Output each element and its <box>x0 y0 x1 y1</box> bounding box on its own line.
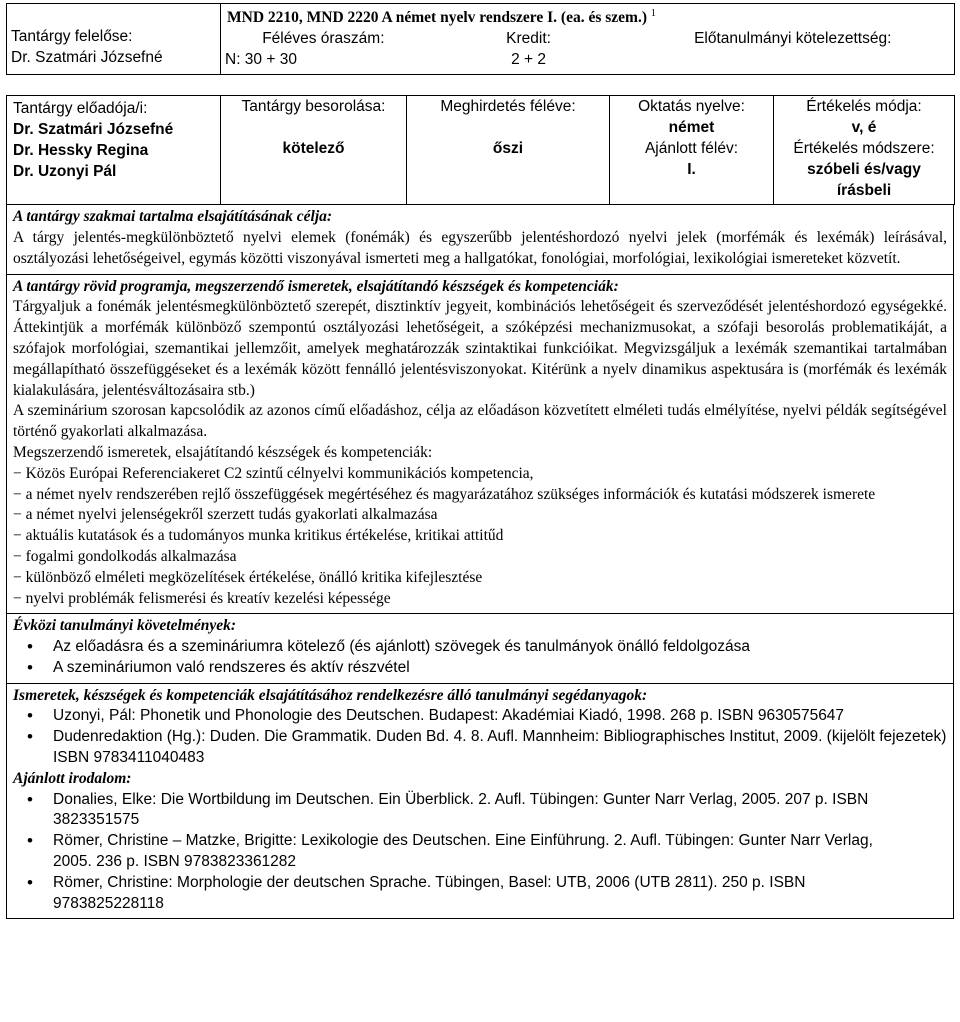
program-cell <box>7 274 954 614</box>
credit-label: Kredit: <box>506 30 551 48</box>
method-label: Értékelés módszere: <box>793 140 935 158</box>
course-title-cell <box>221 4 955 75</box>
semester-label: Meghirdetés féléve: <box>440 98 576 116</box>
course-title <box>221 4 954 28</box>
material-item: • Uzonyi, Pál: Phonetik und Phonologie des Deutschen. Budapest: Akadémiai Kiadó, 1998. 268 p. ISBN 9630575647 <box>13 706 947 727</box>
semester-cell <box>407 96 610 205</box>
lecturer-1: Dr. Szatmári Józsefné <box>13 121 174 139</box>
lecturer-3: Dr. Uzonyi Pál <box>13 163 117 181</box>
literature-item: • Römer, Christine: Morphologie der deutschen Sprache. Tübingen, Basel: UTB, 2006 (UTB 2811). 250 p. ISBN 9783825228118 <box>13 873 911 915</box>
course-content-table <box>6 205 954 919</box>
materials-heading: Ismeretek, készségek és kompetenciák elsajátításához rendelkezésre álló tanulmányi segédanyagok: <box>13 686 648 704</box>
responsible-cell <box>7 4 221 75</box>
competence-item: − aktuális kutatások és a tudományos munka kritikus értékelése, kritikai attitűd <box>13 527 504 545</box>
goal-heading: A tantárgy szakmai tartalma elsajátításának célja: <box>13 208 333 226</box>
footnote-mark: 1 <box>650 8 656 19</box>
competence-item: − Közös Európai Referenciakeret C2 szintű célnyelvi kommunikációs kompetencia, <box>13 464 534 482</box>
classification-cell <box>221 96 407 205</box>
credit-value: 2 + 2 <box>511 51 547 69</box>
program-text-1: Tárgyaljuk a fonémák jelentésmegkülönböztető szerepét, disztinktív jegyeit, kombinációs lehetőségeit és szerveződését jelentéshordozó egységekké. Áttekintjük a morfémák különböző szempontú osztályozási lehetőségeit, a szóképzési mechanizmusokat, a szófaji besorolás problematikáját, a szófajok morfológiai, szemantikai jellemzőit, amelyek meghatározzák szintaktikai funkcióikat. Megvizsgáljuk a lexémák szemantikai tartalmában megállapítható összefüggéseket és a lexémák között fennálló jelentésviszonyokat. Kitérünk a nyelv dinamikus aspektusára is (morfémák és lexémák kialakulására, jelentésváltozásaira stb.) <box>13 298 947 399</box>
requirements-heading: Évközi tanulmányi követelmények: <box>13 617 237 635</box>
language-value: német <box>668 119 715 137</box>
competences-list <box>13 464 947 610</box>
literature-list <box>13 790 947 915</box>
literature-item: • Donalies, Elke: Die Wortbildung im Deutschen. Ein Überblick. 2. Aufl. Tübingen: Gunter Narr Verlag, 2005. 207 p. ISBN 3823351575 <box>13 790 911 832</box>
lecturers-cell <box>7 96 221 205</box>
course-description-document <box>6 3 954 919</box>
requirements-list <box>13 637 947 679</box>
goal-cell <box>7 205 954 274</box>
competence-item: − a német nyelv rendszerében rejlő összefüggések megértéséhez és magyarázatához szükséges információk és kutatási módszerek ismerete <box>13 485 876 503</box>
competence-item: − különböző elméleti megközelítések értékelése, önálló kritika kifejlesztése <box>13 568 483 586</box>
competence-item: − a német nyelvi jelenségekről szerzett tudás gyakorlati alkalmazása <box>13 506 438 524</box>
goal-text: A tárgy jelentés-megkülönböztető nyelvi elemek (fonémák) és egyszerűbb jelentéshordozó nyelvi jelek (morfémák és lexémák) leírásával, osztályozási lehetőségeivel, egymás közötti viszonyával ismerteti meg a hallgatókat, fonológiai, morfológiai, lexikológiai ismereteket közvetít. <box>13 228 947 267</box>
prereq-label: Előtanulmányi kötelezettség: <box>694 30 892 48</box>
responsible-label: Tantárgy felelőse: <box>11 28 133 45</box>
course-info-table <box>6 95 955 205</box>
requirement-item: • A szemináriumon való rendszeres és aktív részvétel <box>13 658 947 679</box>
hours-value: N: 30 + 30 <box>225 51 297 69</box>
literature-heading: Ajánlott irodalom: <box>13 769 132 787</box>
competence-item: − nyelvi problémák felismerési és kreatív kezelési képessége <box>13 589 391 607</box>
competence-item: − fogalmi gondolkodás alkalmazása <box>13 547 237 565</box>
recommended-label: Ajánlott félév: <box>644 140 739 158</box>
material-item: • Dudenredaktion (Hg.): Duden. Die Grammatik. Duden Bd. 4. 8. Aufl. Mannheim: Bibliographisches Institut, 2009. (kijelölt fejezetek) ISBN 9783411040483 <box>13 727 947 769</box>
program-text-2: A szeminárium szorosan kapcsolódik az azonos című előadáshoz, célja az előadáson közvetített elméleti tudás elmélyítése, nyelvi példák segítségével történő gyakorlati alkalmazása. <box>13 402 947 441</box>
classification-value: kötelező <box>282 140 345 158</box>
assessment-label: Értékelés módja: <box>806 98 922 116</box>
hours-label: Féléves óraszám: <box>262 30 385 48</box>
responsible-name: Dr. Szatmári Józsefné <box>11 49 163 66</box>
literature-item: • Römer, Christine – Matzke, Brigitte: Lexikologie des Deutschen. Eine Einführung. 2. Aufl. Tübingen: Gunter Narr Verlag, 2005. 236 p. ISBN 9783823361282 <box>13 831 911 873</box>
course-code-title: MND 2210, MND 2220 A német nyelv rendszere I. (ea. és szem.) <box>227 9 647 27</box>
materials-cell <box>7 683 954 919</box>
recommended-value: I. <box>687 161 696 179</box>
assessment-cell <box>774 96 955 205</box>
lecturer-2: Dr. Hessky Regina <box>13 142 149 160</box>
requirement-item: • Az előadásra és a szemináriumra kötelező (és ajánlott) szövegek és tanulmányok önálló feldolgozása <box>13 637 947 658</box>
materials-list <box>13 706 947 768</box>
method-value-2: írásbeli <box>836 182 892 200</box>
requirements-cell <box>7 614 954 683</box>
course-header-table <box>6 3 955 95</box>
lecturers-label: Tantárgy előadója/i: <box>13 100 148 118</box>
language-cell <box>610 96 774 205</box>
competences-intro: Megszerzendő ismeretek, elsajátítandó készségek és kompetenciák: <box>13 443 433 461</box>
program-heading: A tantárgy rövid programja, megszerzendő ismeretek, elsajátítandó készségek és kompetenciák: <box>13 277 619 295</box>
language-label: Oktatás nyelve: <box>638 98 745 116</box>
semester-value: őszi <box>492 140 524 158</box>
method-value-1: szóbeli és/vagy <box>807 161 921 179</box>
classification-label: Tantárgy besorolása: <box>241 98 386 116</box>
assessment-value: v, é <box>851 119 877 137</box>
